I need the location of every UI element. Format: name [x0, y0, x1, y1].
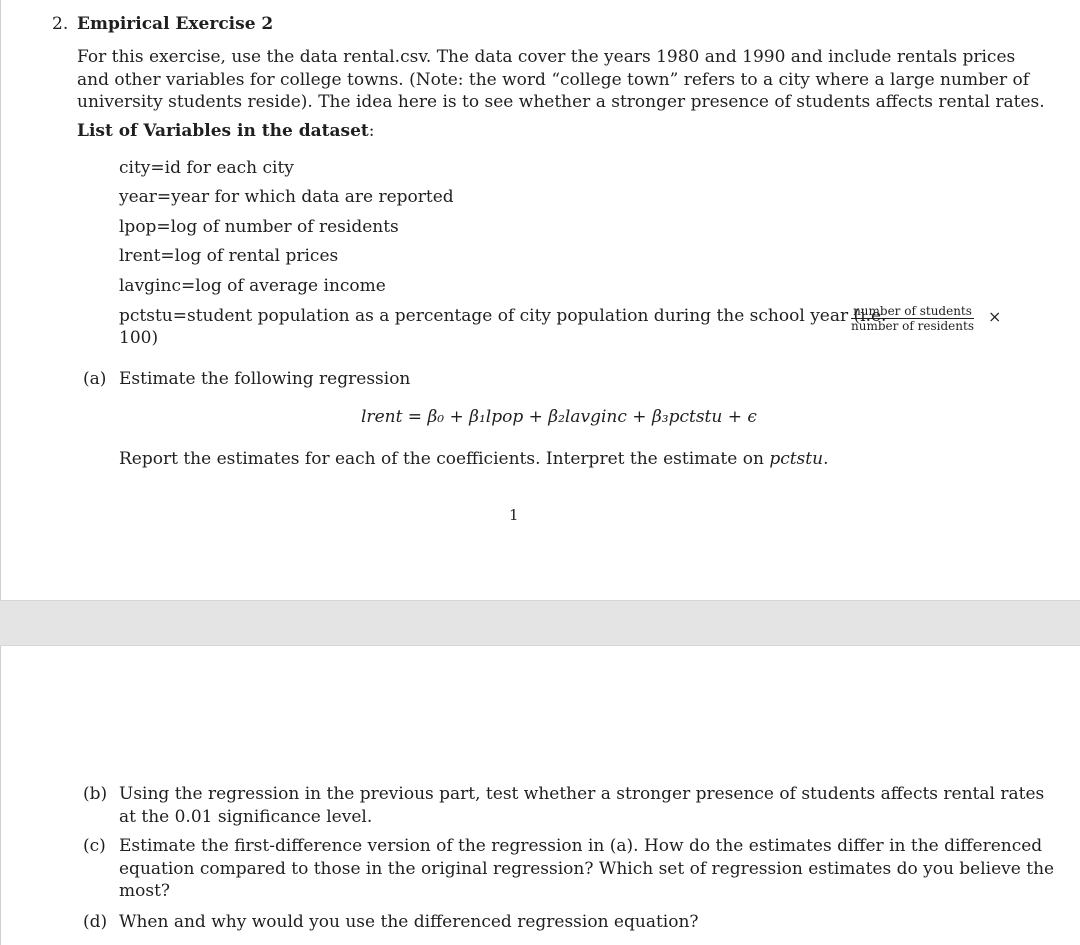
question-c-text: Estimate the first-difference version of the regression in (a). How do the estimates differ in the differenced equation compared to those in the original regression? Which set of regression estimates do you believe the most?	[119, 836, 1055, 901]
times-symbol: ×	[988, 307, 1002, 326]
question-d-label: (d)	[83, 912, 108, 932]
section-number: 2.	[52, 14, 69, 34]
question-b-label: (b)	[83, 784, 108, 804]
section-title: Empirical Exercise 2	[77, 14, 274, 34]
variable-lrent: lrent=log of rental prices	[119, 246, 339, 266]
question-c-label: (c)	[83, 836, 106, 856]
variable-lpop: lpop=log of number of residents	[119, 217, 399, 237]
pctstu-fraction	[851, 305, 974, 332]
question-a-text: Estimate the following regression	[119, 369, 411, 389]
pctstu-variable: pctstu	[769, 449, 824, 469]
variable-lavginc: lavginc=log of average income	[119, 276, 386, 296]
intro-line-2: and other variables for college towns. (Note: the word “college town” refers to a city where a large number of	[77, 69, 1030, 90]
fraction-denominator: number of residents	[851, 319, 974, 333]
intro-line-3: university students reside). The idea here is to see whether a stronger presence of students affects rental rates.	[77, 92, 1045, 112]
page-2	[0, 646, 1080, 945]
variable-pctstu-end: 100)	[119, 328, 159, 348]
question-b-text: Using the regression in the previous part, test whether a stronger presence of students affects rental rates at the 0.01 significance level.	[119, 784, 1045, 827]
fraction-numerator: number of students	[851, 305, 974, 319]
question-a-label: (a)	[83, 369, 107, 389]
variable-pctstu: pctstu=student population as a percentage of city population during the school year (i.e.	[119, 306, 887, 326]
variable-city: city=id for each city	[119, 158, 294, 178]
question-d-text: When and why would you use the differenced regression equation?	[119, 912, 699, 932]
variables-heading: List of Variables in the dataset:	[77, 121, 375, 141]
variable-year: year=year for which data are reported	[119, 187, 454, 207]
page-number: 1	[509, 506, 519, 524]
regression-equation: lrent = β₀ + β₁lpop + β₂lavginc + β₃pctstu + ϵ	[361, 407, 757, 427]
question-a-report: Report the estimates for each of the coefficients. Interpret the estimate on pctstu.	[119, 449, 829, 469]
intro-paragraph	[77, 46, 1045, 114]
page-separator	[0, 600, 1080, 646]
intro-line-1: For this exercise, use the data rental.csv. The data cover the years 1980 and 1990 and include rentals prices	[77, 47, 1016, 67]
